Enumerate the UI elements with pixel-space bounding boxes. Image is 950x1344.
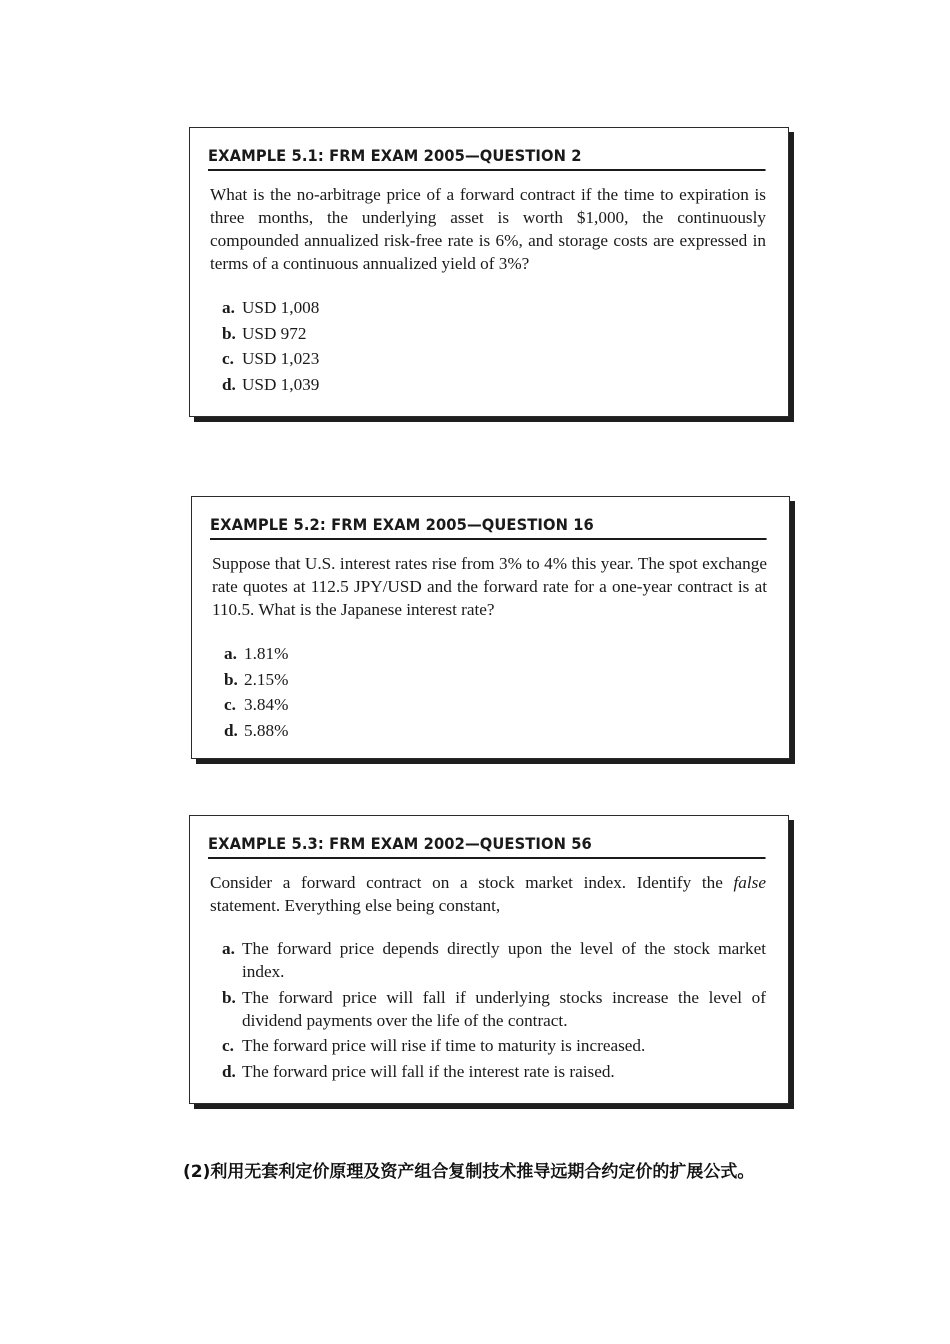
option-text: 5.88% bbox=[244, 720, 289, 740]
example-box-5-2 bbox=[191, 496, 790, 759]
option-item bbox=[222, 346, 766, 372]
option-text: 2.15% bbox=[244, 669, 289, 689]
question-text: Suppose that U.S. interest rates rise from 3% to 4% this year. The spot exchange rate quotes at 112.5 JPY/USD and the forward rate for a one-year contract is at 110.5. What is the Japanese interest rate? bbox=[212, 554, 767, 619]
question-text-part: statement. Everything else being constant, bbox=[210, 896, 501, 915]
question-text: What is the no-arbitrage price of a forward contract if the time to expiration is three months, the underlying asset is worth $1,000, the continuously compounded annualized risk-free rate is 6%, and storage costs are expressed in terms of a continuous annualized yield of 3%? bbox=[210, 185, 766, 273]
option-item bbox=[222, 937, 766, 983]
option-letter: a. bbox=[224, 644, 237, 663]
example-title: EXAMPLE 5.3: FRM EXAM 2002—QUESTION 56 bbox=[208, 834, 766, 859]
option-letter: c. bbox=[224, 695, 236, 714]
option-letter: c. bbox=[222, 1036, 234, 1055]
example-title: EXAMPLE 5.2: FRM EXAM 2005—QUESTION 16 bbox=[210, 515, 766, 540]
option-item bbox=[222, 295, 766, 321]
option-letter: a. bbox=[222, 298, 235, 317]
option-text: USD 1,039 bbox=[242, 374, 320, 394]
options-list bbox=[224, 641, 767, 743]
example-box-5-1 bbox=[189, 127, 789, 417]
option-item bbox=[224, 641, 767, 667]
example-title: EXAMPLE 5.1: FRM EXAM 2005—QUESTION 2 bbox=[208, 146, 766, 171]
options-list bbox=[222, 295, 766, 397]
option-item bbox=[222, 372, 766, 398]
options-list bbox=[222, 937, 766, 1083]
option-item bbox=[222, 1034, 766, 1057]
option-item bbox=[224, 718, 767, 744]
option-item bbox=[224, 692, 767, 718]
option-letter: d. bbox=[222, 1061, 236, 1081]
option-text: USD 1,023 bbox=[242, 349, 320, 368]
option-item bbox=[224, 667, 767, 693]
question-text bbox=[210, 871, 766, 917]
option-text: The forward price depends directly upon the level of the stock market index. bbox=[242, 939, 766, 981]
option-text: The forward price will fall if underlying stocks increase the level of dividend payments over the life of the contract. bbox=[242, 987, 766, 1030]
question-emphasis: false bbox=[733, 873, 766, 892]
option-letter: b. bbox=[222, 323, 236, 343]
question-text-part: Consider a forward contract on a stock market index. Identify the bbox=[210, 873, 734, 892]
option-item bbox=[222, 321, 766, 347]
option-text: USD 972 bbox=[242, 323, 307, 343]
option-text: 3.84% bbox=[244, 695, 289, 714]
option-letter: c. bbox=[222, 349, 234, 368]
option-text: 1.81% bbox=[244, 644, 289, 663]
option-text: The forward price will rise if time to maturity is increased. bbox=[242, 1036, 646, 1055]
option-letter: b. bbox=[222, 987, 236, 1007]
option-text: USD 1,008 bbox=[242, 298, 320, 317]
option-letter: d. bbox=[224, 720, 238, 740]
option-letter: d. bbox=[222, 374, 236, 394]
option-item bbox=[222, 1060, 766, 1083]
option-text: The forward price will fall if the interest rate is raised. bbox=[242, 1061, 615, 1081]
section-heading: (2)利用无套利定价原理及资产组合复制技术推导远期合约定价的扩展公式。 bbox=[183, 1162, 755, 1182]
option-item bbox=[222, 986, 766, 1032]
example-box-5-3 bbox=[189, 815, 789, 1104]
option-letter: b. bbox=[224, 669, 238, 689]
option-letter: a. bbox=[222, 939, 235, 958]
